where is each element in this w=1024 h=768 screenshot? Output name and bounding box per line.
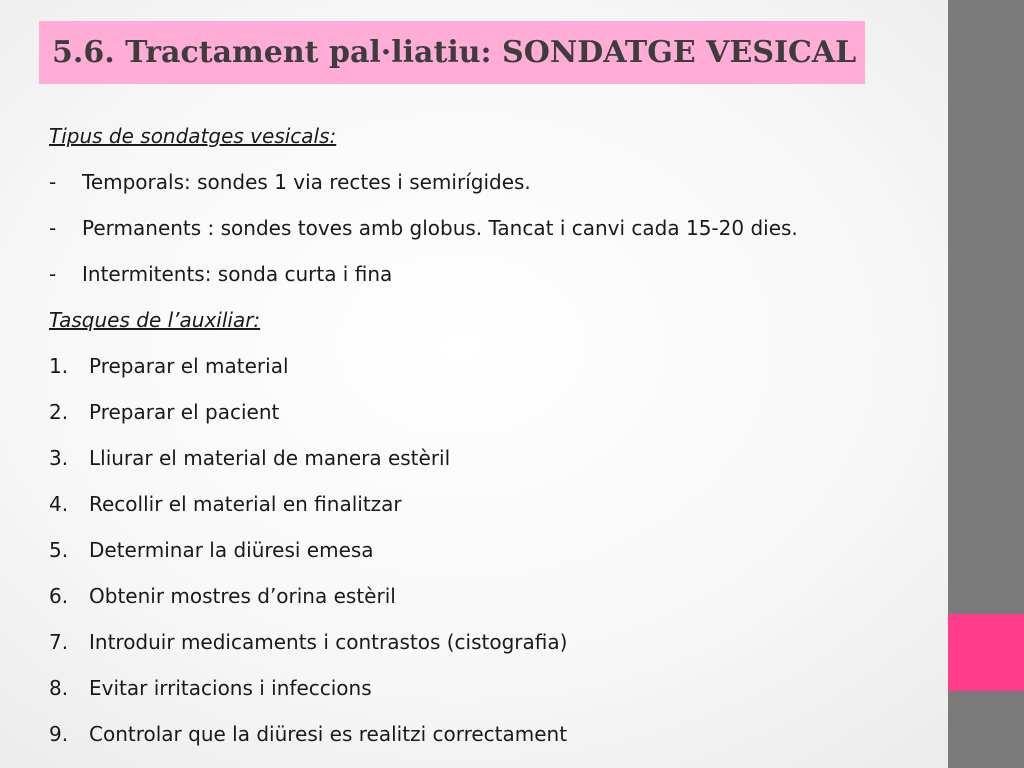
list-number: 7. — [49, 630, 69, 654]
list-item-text: Evitar irritacions i infeccions — [89, 676, 372, 700]
list-item-text: Preparar el pacient — [89, 400, 280, 424]
slide-body — [49, 121, 929, 765]
list-item-text: Permanents : sondes toves amb globus. Tancat i canvi cada 15-20 dies. — [82, 216, 798, 240]
list-number: 1. — [49, 354, 69, 378]
section-heading-tasks-text: Tasques de l’auxiliar: — [49, 308, 261, 332]
list-item — [49, 535, 929, 581]
list-item-text: Obtenir mostres d’orina estèril — [89, 584, 396, 608]
list-item-text: Controlar que la diüresi es realitzi correctament — [89, 722, 568, 746]
slide-title: 5.6. Tractament pal·liatiu: SONDATGE VESICAL — [52, 35, 857, 70]
list-number: 5. — [49, 538, 69, 562]
list-marker: - — [49, 170, 57, 194]
list-item — [49, 719, 929, 765]
list-number: 3. — [49, 446, 69, 470]
list-item-text: Recollir el material en finalitzar — [89, 492, 402, 516]
list-item-text: Lliurar el material de manera estèril — [89, 446, 451, 470]
list-item-text: Temporals: sondes 1 via rectes i semirígides. — [82, 170, 531, 194]
list-item — [49, 443, 929, 489]
section-heading-types — [49, 121, 929, 167]
list-item — [49, 259, 929, 305]
list-item-text: Intermitents: sonda curta i fina — [82, 262, 393, 286]
list-item — [49, 489, 929, 535]
list-item — [49, 213, 929, 259]
list-item — [49, 581, 929, 627]
list-item-text: Preparar el material — [89, 354, 289, 378]
list-item — [49, 627, 929, 673]
list-number: 9. — [49, 722, 69, 746]
list-item — [49, 167, 929, 213]
decorative-accent-block — [948, 614, 1024, 691]
list-number: 2. — [49, 400, 69, 424]
list-item-text: Determinar la diüresi emesa — [89, 538, 374, 562]
list-number: 6. — [49, 584, 69, 608]
list-item-text: Introduir medicaments i contrastos (cistografia) — [89, 630, 568, 654]
title-banner — [39, 21, 865, 84]
list-item — [49, 351, 929, 397]
list-marker: - — [49, 262, 57, 286]
list-item — [49, 397, 929, 443]
section-heading-types-text: Tipus de sondatges vesicals: — [49, 124, 337, 148]
section-heading-tasks — [49, 305, 929, 351]
list-marker: - — [49, 216, 57, 240]
list-number: 4. — [49, 492, 69, 516]
list-number: 8. — [49, 676, 69, 700]
list-item — [49, 673, 929, 719]
